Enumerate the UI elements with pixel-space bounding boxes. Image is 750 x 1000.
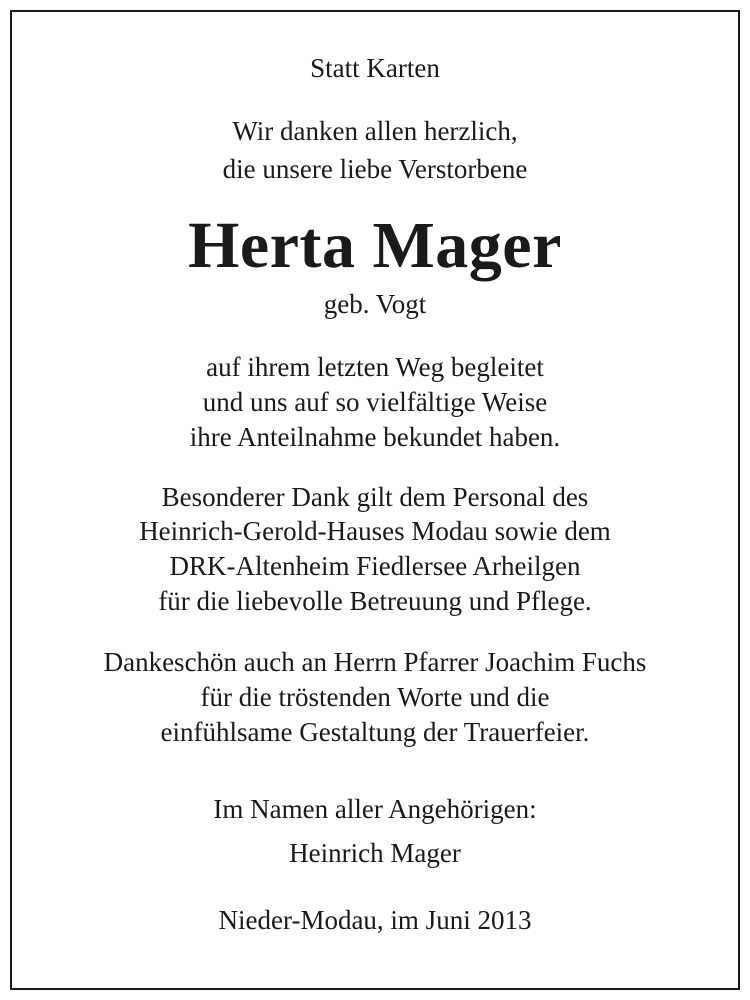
pastor-thanks-line-1: Dankeschön auch an Herrn Pfarrer Joachim Fuchs	[103, 647, 647, 677]
special-thanks-line-4: für die liebevolle Betreuung und Pflege.	[158, 586, 592, 616]
header-text: Statt Karten	[310, 53, 440, 83]
special-thanks-line-1: Besonderer Dank gilt dem Personal des	[161, 482, 589, 512]
thanks-line-1: auf ihrem letzten Weg begleitet	[206, 352, 544, 382]
pastor-thanks-line-2: für die tröstenden Worte und die	[200, 682, 550, 712]
birth-name: geb. Vogt	[323, 289, 427, 319]
intro-line-2: die unsere liebe Verstorbene	[222, 154, 528, 184]
signer-name: Heinrich Mager	[289, 838, 461, 868]
intro-line-1: Wir danken allen herzlich,	[232, 116, 518, 146]
deceased-name: Herta Mager	[188, 209, 562, 282]
special-thanks-line-2: Heinrich-Gerold-Hauses Modau sowie dem	[139, 516, 611, 546]
place-and-date: Nieder-Modau, im Juni 2013	[218, 905, 532, 935]
special-thanks-line-3: DRK-Altenheim Fiedlersee Arheilgen	[169, 551, 581, 581]
thanks-line-2: und uns auf so vielfältige Weise	[202, 387, 548, 417]
pastor-thanks-line-3: einfühlsame Gestaltung der Trauerfeier.	[160, 717, 590, 747]
on-behalf-text: Im Namen aller Angehörigen:	[213, 794, 537, 824]
thanks-line-3: ihre Anteilnahme bekundet haben.	[189, 422, 561, 452]
